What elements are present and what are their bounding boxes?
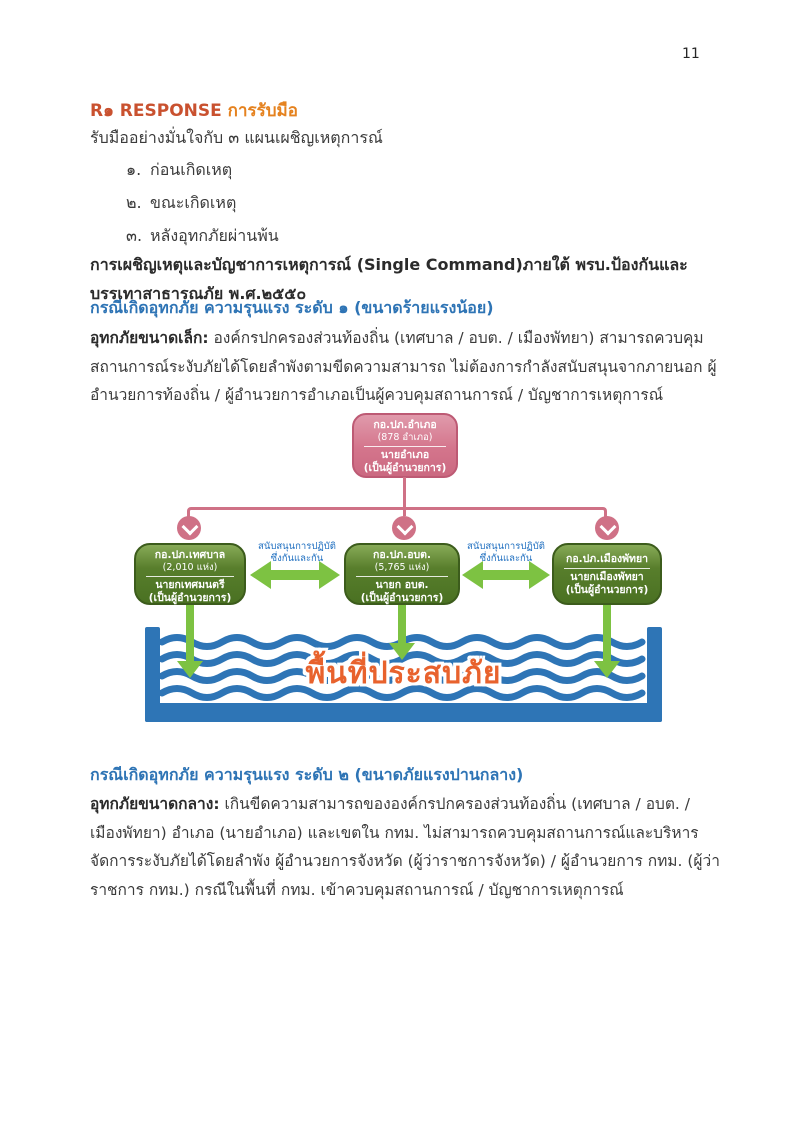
sao-box-head: นายก อบต. — [375, 579, 429, 591]
district-command-box — [352, 413, 458, 478]
level2-paragraph — [90, 790, 720, 904]
sao-box-role: (เป็นผู้อำนวยการ) — [360, 592, 444, 604]
district-box-title: กอ.ปภ.อำเภอ — [373, 419, 437, 431]
level2-body: เกินขีดความสามารถขององค์กรปกครองส่วนท้องถิ่น (เทศบาล / อบต. / เมืองพัทยา) อำเภอ (นายอำเภอ) และเขตใน กทม. ไม่สามารถควบคุมสถานการณ์และบริหารจัดการระงับภัยได้โดยลำพัง ผู้อำนวยการจังหวัด (ผู้ว่าราชการจังหวัด) / ผู้อำนวยการ กทม. (ผู้ว่าราชการ กทม.) กรณีในพื้นที่ กทม. เข้าควบคุมสถานการณ์ / บัญชาการเหตุการณ์ — [90, 795, 720, 899]
list-item — [126, 158, 232, 183]
pattaya-box-head: นายกเมืองพัทยา — [570, 571, 644, 583]
district-box-role: (เป็นผู้อำนวยการ) — [363, 462, 447, 474]
single-command-statement: การเผชิญเหตุและบัญชาการเหตุการณ์ (Single Command)ภายใต้ พรบ.ป้องกันและบรรเทาสาธารณภัย พ.ศ.๒๕๕๐ — [90, 255, 688, 303]
list-item — [126, 224, 279, 249]
pattaya-box-title: กอ.ปภ.เมืองพัทยา — [565, 553, 649, 565]
list-number: ๓. — [126, 226, 143, 245]
municipality-box-count: (2,010 แห่ง) — [162, 562, 218, 573]
down-arrow-icon — [177, 661, 203, 678]
district-box-count: (878 อำเภอ) — [377, 432, 433, 443]
down-arrow-icon — [389, 643, 415, 660]
connector-horizontal-line — [187, 507, 607, 518]
sao-box — [344, 543, 460, 605]
box-divider — [564, 568, 650, 569]
list-number: ๑. — [126, 160, 142, 179]
chevron-down-icon — [392, 516, 416, 540]
support-label-line1: สนับสนุนการปฏิบัติ — [258, 541, 336, 552]
basin-left-wall — [145, 627, 160, 722]
level2-lead: อุทกภัยขนาดกลาง: — [90, 795, 220, 813]
support-label — [458, 541, 554, 565]
level1-heading: กรณีเกิดอุทกภัย ความรุนแรง ระดับ ๑ (ขนาดร้ายแรงน้อย) — [90, 298, 494, 317]
level2-heading: กรณีเกิดอุทกภัย ความรุนแรง ระดับ ๒ (ขนาดภัยแรงปานกลาง) — [90, 765, 524, 784]
sao-box-count: (5,765 แห่ง) — [374, 562, 430, 573]
double-arrow-icon — [529, 561, 550, 589]
pattaya-box — [552, 543, 662, 605]
connector-vertical-line — [403, 477, 406, 508]
chevron-down-icon — [177, 516, 201, 540]
list-number: ๒. — [126, 193, 142, 212]
double-arrow-icon — [319, 561, 340, 589]
flood-area-label: พื้นที่ประสบภัย — [305, 656, 502, 691]
double-arrow-icon — [462, 561, 483, 589]
support-label-line2: ซึ่งกันและกัน — [270, 553, 324, 564]
support-label-line1: สนับสนุนการปฏิบัติ — [467, 541, 545, 552]
down-arrow-shaft — [603, 605, 611, 661]
level1-body: องค์กรปกครองส่วนท้องถิ่น (เทศบาล / อบต. / เมืองพัทยา) สามารถควบคุมสถานการณ์ระงับภัยได้โดยลำพังตามขีดความสามารถ ไม่ต้องการกำลังสนับสนุนจากภายนอก ผู้อำนวยการท้องถิ่น / ผู้อำนวยการอำเภอเป็นผู้ควบคุมสถานการณ์ / บัญชาการเหตุการณ์ — [90, 329, 717, 404]
list-label: ก่อนเกิดเหตุ — [150, 160, 233, 179]
list-label: หลังอุทกภัยผ่านพ้น — [150, 226, 279, 245]
water-waves — [160, 632, 647, 704]
box-divider — [364, 446, 446, 447]
down-arrow-icon — [594, 661, 620, 678]
level1-paragraph — [90, 324, 720, 410]
double-arrow-icon — [250, 561, 271, 589]
double-arrow-shaft — [483, 570, 529, 580]
basin-right-wall — [647, 627, 662, 722]
level1-lead: อุทกภัยขนาดเล็ก: — [90, 329, 209, 347]
response-code: R๑ RESPONSE — [90, 101, 222, 121]
page-number: 11 — [682, 46, 700, 62]
sao-box-title: กอ.ปภ.อบต. — [372, 549, 431, 561]
box-divider — [356, 576, 448, 577]
pattaya-box-role: (เป็นผู้อำนวยการ) — [565, 584, 649, 596]
municipality-box-role: (เป็นผู้อำนวยการ) — [148, 592, 232, 604]
municipality-box-head: นายกเทศมนตรี — [155, 579, 225, 591]
section-heading-response — [90, 97, 298, 124]
down-arrow-shaft — [398, 605, 406, 643]
double-arrow-shaft — [271, 570, 319, 580]
list-label: ขณะเกิดเหตุ — [150, 193, 237, 212]
list-item — [126, 191, 236, 216]
basin-bottom-wall — [145, 703, 662, 722]
support-label — [249, 541, 345, 565]
connector-center-stub — [403, 507, 406, 516]
municipality-box-title: กอ.ปภ.เทศบาล — [154, 549, 226, 561]
down-arrow-shaft — [186, 605, 194, 661]
intro-line: รับมืออย่างมั่นใจกับ ๓ แผนเผชิญเหตุการณ์ — [90, 128, 383, 147]
district-box-head: นายอำเภอ — [380, 449, 430, 461]
response-title: การรับมือ — [221, 101, 298, 121]
municipality-box — [134, 543, 246, 605]
box-divider — [146, 576, 234, 577]
support-label-line2: ซึ่งกันและกัน — [479, 553, 533, 564]
chevron-down-icon — [595, 516, 619, 540]
